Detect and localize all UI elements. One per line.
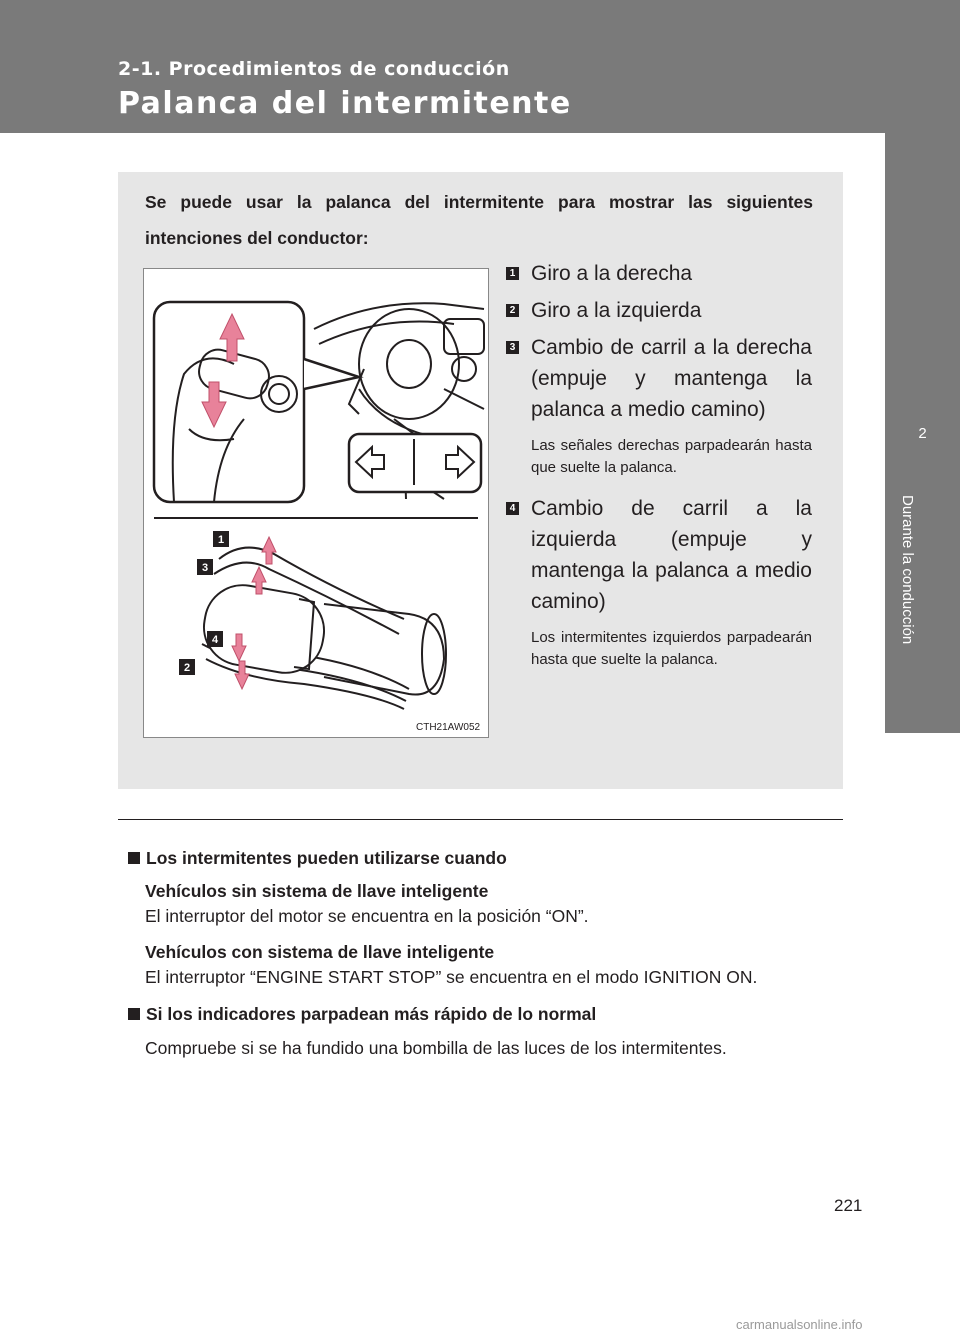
- note-subheading: Vehículos sin sistema de llave inteligente: [145, 881, 489, 901]
- note-heading-text: Los intermitentes pueden utilizarse cuando: [146, 848, 507, 868]
- figure-badge: 4: [211, 634, 219, 646]
- step-item: [506, 493, 812, 671]
- step-number-badge: 2: [506, 304, 519, 317]
- figure-badge: 3: [201, 562, 209, 574]
- note-subheading: Vehículos con sistema de llave inteligente: [145, 942, 495, 962]
- panel-intro: Se puede usar la palanca del intermitente para mostrar las siguientes intenciones del conductor:: [145, 192, 813, 248]
- square-bullet-icon: [128, 852, 140, 864]
- step-note: Las señales derechas parpadearán hasta que suelte la palanca.: [531, 437, 812, 476]
- note-paragraph: Compruebe si se ha fundido una bombilla de las luces de los intermitentes.: [145, 1038, 727, 1058]
- section-divider: [118, 819, 843, 820]
- square-bullet-icon: [128, 1008, 140, 1020]
- step-note: Los intermitentes izquierdos parpadearán hasta que suelte la palanca.: [531, 629, 812, 668]
- step-title: Cambio de carril a la izquierda (empuje y mantenga la palanca a medio camino): [531, 497, 812, 613]
- note-heading-text: Si los indicadores parpadean más rápido de lo normal: [146, 1004, 597, 1024]
- chapter-number: 2: [918, 425, 927, 442]
- step-number-badge: 3: [506, 341, 519, 354]
- figure-code: CTH21AW052: [416, 722, 481, 733]
- page-number: 221: [834, 1196, 863, 1215]
- step-item: [506, 295, 812, 326]
- step-title: Cambio de carril a la derecha (empuje y mantenga la palanca a medio camino): [531, 336, 812, 421]
- step-list: [506, 258, 812, 685]
- page-title: Palanca del intermitente: [118, 86, 572, 121]
- chapter-label-wrapper: [898, 495, 918, 695]
- note-paragraph: El interruptor “ENGINE START STOP” se encuentra en el modo IGNITION ON.: [145, 967, 758, 987]
- watermark: carmanualsonline.info: [736, 1317, 863, 1332]
- step-item: [506, 332, 812, 479]
- figure-badge: 2: [183, 662, 191, 674]
- notes-section: [128, 845, 843, 1072]
- section-label: 2-1. Procedimientos de conducción: [118, 58, 510, 80]
- chapter-header: [0, 0, 960, 133]
- step-item: [506, 258, 812, 289]
- step-number-badge: 4: [506, 502, 519, 515]
- chapter-label: Durante la conducción: [899, 495, 916, 645]
- step-title: Giro a la derecha: [531, 262, 693, 285]
- note-heading: [128, 1001, 843, 1027]
- turn-signal-figure: [143, 268, 489, 738]
- step-title: Giro a la izquierda: [531, 299, 702, 322]
- note-heading: [128, 845, 843, 871]
- turn-signal-illustration: [144, 269, 488, 737]
- side-chapter-tab: [885, 133, 960, 733]
- figure-badge: 1: [217, 534, 225, 546]
- note-paragraph: El interruptor del motor se encuentra en la posición “ON”.: [145, 906, 589, 926]
- step-number-badge: 1: [506, 267, 519, 280]
